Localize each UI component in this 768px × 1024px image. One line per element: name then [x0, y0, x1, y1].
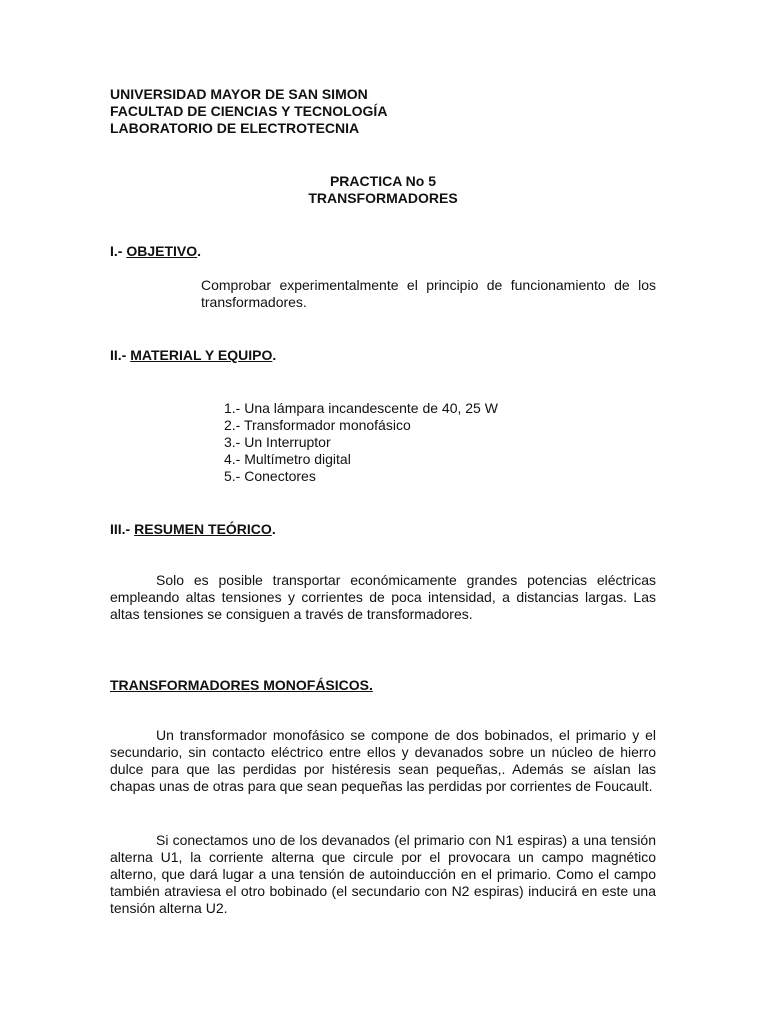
list-item: 3.- Un Interruptor: [224, 434, 331, 450]
faculty-name: FACULTAD DE CIENCIAS Y TECNOLOGÍA: [110, 103, 388, 119]
practice-topic: TRANSFORMADORES: [308, 190, 458, 206]
section-heading-resumen: III.- RESUMEN TEÓRICO.: [110, 521, 276, 537]
monofasicos-heading: TRANSFORMADORES MONOFÁSICOS.: [110, 677, 373, 693]
material-list: [224, 400, 498, 485]
section-heading-objetivo: I.- OBJETIVO.: [110, 243, 202, 259]
list-item: 2.- Transformador monofásico: [224, 417, 411, 433]
objetivo-text: Comprobar experimentalmente el principio de funcionamiento de los transformadores.: [201, 277, 656, 310]
monofasicos-paragraph-1: Un transformador monofásico se compone de dos bobinados, el primario y el secundario, sin contacto eléctrico entre ellos y devanados sobre un núcleo de hierro dulce para que las perdidas por histéresis sean pequeñas,. Además se aíslan las chapas unas de otras para que sean pequeñas las perdidas por corrientes de Foucault.: [110, 727, 656, 794]
section-heading-material: II.- MATERIAL Y EQUIPO.: [110, 347, 277, 363]
list-item: 5.- Conectores: [224, 468, 316, 484]
resumen-text: Solo es posible transportar económicamente grandes potencias eléctricas empleando altas tensiones y corrientes de poca intensidad, a distancias largas. Las altas tensiones se consiguen a través de transformadores.: [110, 572, 656, 622]
list-item: 1.- Una lámpara incandescente de 40, 25 W: [224, 400, 498, 416]
institution-header: [110, 86, 387, 137]
list-item: 4.- Multímetro digital: [224, 451, 351, 467]
monofasicos-paragraph-2: Si conectamos uno de los devanados (el primario con N1 espiras) a una tensión alterna U1, la corriente alterna que circule por el provocara un campo magnético alterno, que dará lugar a una tensión de autoinducción en el primario. Como el campo también atraviesa el otro bobinado (el secundario con N2 espiras) inducirá en este una tensión alterna U2.: [110, 832, 656, 916]
practice-number: PRACTICA No 5: [329, 173, 437, 189]
university-name: UNIVERSIDAD MAYOR DE SAN SIMON: [110, 86, 368, 102]
laboratory-name: LABORATORIO DE ELECTROTECNIA: [110, 120, 360, 136]
practice-title: [110, 173, 656, 207]
